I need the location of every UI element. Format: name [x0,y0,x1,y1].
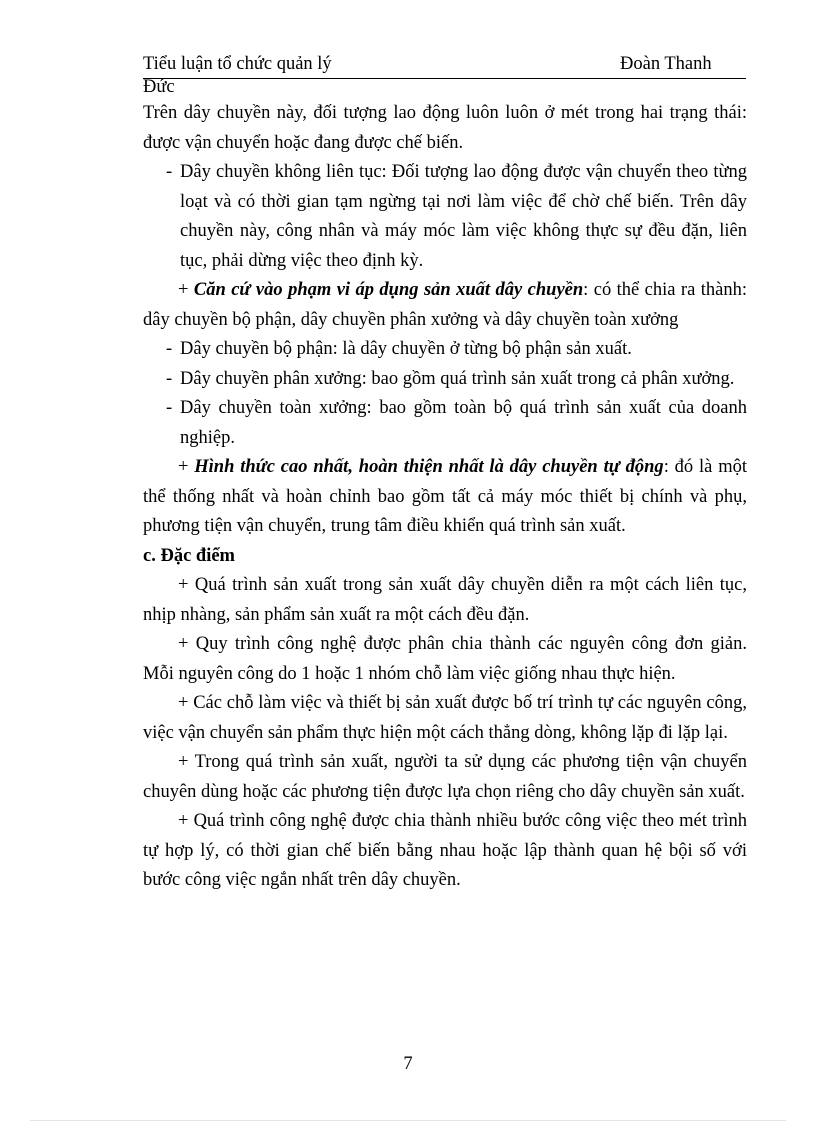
dash-bullet: - [166,339,173,359]
emphasis-text: Căn cứ vào phạm vi áp dụng sản xuất dây chuyền [193,280,584,300]
section-heading: c. Đặc điểm [143,545,235,566]
dash-bullet: - [166,368,173,389]
plus-marker: + [178,457,195,477]
paragraph: + Quy trình công nghệ được phân chia thành các nguyên công đơn giản. Mỗi nguyên công do 1 hoặc 1 nhóm chỗ làm việc giống nhau thực hiện. [143,634,747,684]
list-item-text: Dây chuyền phân xưởng: bao gồm quá trình sản xuất trong cả phân xưởng. [180,368,735,389]
page-edge-divider [30,1120,786,1121]
paragraph: + Quá trình sản xuất trong sản xuất dây chuyền diễn ra một cách liên tục, nhịp nhàng, sản phẩm sản xuất ra một cách đều đặn. [143,575,747,625]
author-name-continued: Đức [143,77,175,97]
paragraph [143,276,747,335]
paragraph [143,453,747,542]
page-header [143,52,746,79]
page-body [143,99,747,896]
page-number: 7 [403,1054,413,1074]
list-item [143,394,747,453]
paragraph: + Quá trình công nghệ được chia thành nhiều bước công việc theo mét trình tự hợp lý, có thời gian chế biến bằng nhau hoặc lập thành quan hệ bội số với bước công việc ngắn nhất trên dây chuyền. [143,811,747,890]
paragraph: Trên dây chuyền này, đối tượng lao động luôn luôn ở mét trong hai trạng thái: được vận chuyển hoặc đang được chế biến. [143,103,747,153]
dash-bullet: - [166,398,173,418]
paragraph: + Các chỗ làm việc và thiết bị sản xuất được bố trí trình tự các nguyên công, việc vận chuyển sản phẩm thực hiện một cách thẳng dòng, không lặp đi lặp lại. [143,693,747,743]
list-item [143,365,747,395]
author-name: Đoàn Thanh [620,54,712,74]
dash-bullet: - [166,162,173,182]
list-item-text: Dây chuyền bộ phận: là dây chuyền ở từng bộ phận sản xuất. [180,339,632,359]
list-item-text: Dây chuyền không liên tục: Đối tượng lao động được vận chuyển theo từng loạt và có thời gian tạm ngừng tại nơi làm việc để chờ chế biến. Trên dây chuyền này, công nhân và máy móc làm việc không thực sự đều đặn, liên tục, phải dừng việc theo định kỳ. [180,162,747,271]
paragraph-text: : có thể chia ra thành: dây chuyền bộ phận, dây chuyền phân xưởng và dây chuyền toàn xưởng [143,280,747,330]
list-item [143,335,747,365]
emphasis-text: Hình thức cao nhất, hoàn thiện nhất là dây chuyền tự động [194,457,664,477]
plus-marker: + [178,280,194,300]
document-title: Tiểu luận tổ chức quản lý [143,54,332,74]
paragraph-text: : đó là một thể thống nhất và hoàn chỉnh bao gồm tất cả máy móc thiết bị chính và phụ, phương tiện vận chuyển, trung tâm điều khiển quá trình sản xuất. [143,457,747,536]
paragraph: + Trong quá trình sản xuất, người ta sử dụng các phương tiện vận chuyển chuyên dùng hoặc các phương tiện được lựa chọn riêng cho dây chuyền sản xuất. [143,752,747,802]
list-item-text: Dây chuyền toàn xưởng: bao gồm toàn bộ quá trình sản xuất của doanh nghiệp. [180,398,747,448]
list-item [143,158,747,276]
